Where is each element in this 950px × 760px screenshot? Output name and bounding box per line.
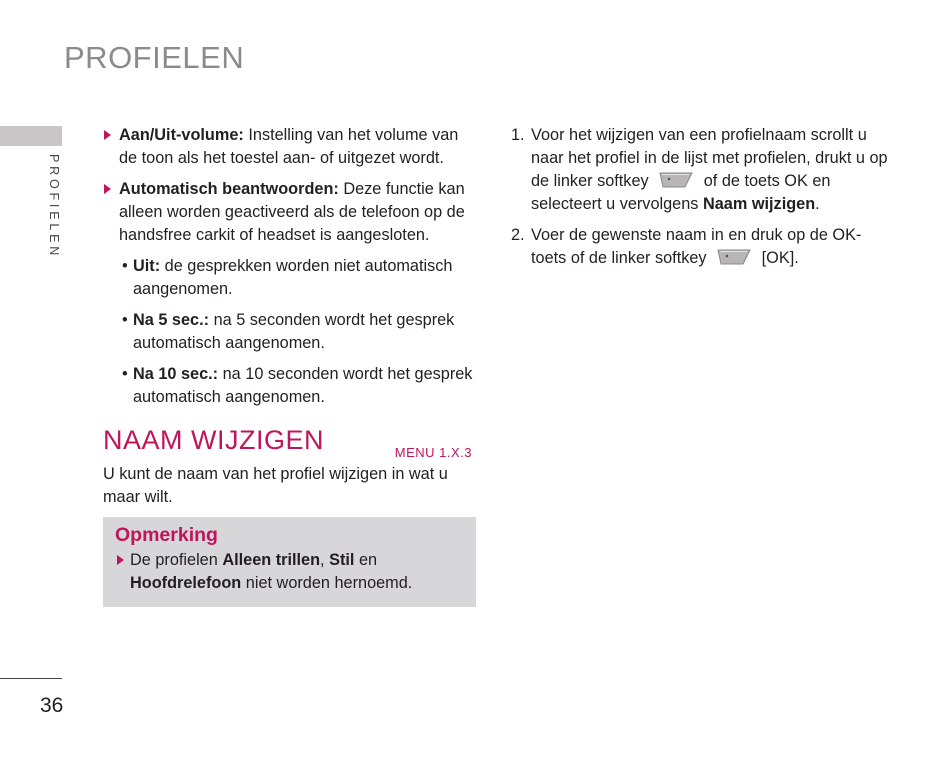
note-separator: , xyxy=(320,551,325,569)
option-text: na 5 seconden wordt het gesprek automatisch aangenomen. xyxy=(133,311,455,352)
side-tab-marker xyxy=(0,126,62,146)
menu-code: MENU 1.X.3 xyxy=(394,445,472,460)
step-number: 2. xyxy=(511,226,525,244)
note-emphasis: Alleen trillen xyxy=(222,551,321,569)
step-emphasis: Naam wijzigen xyxy=(702,195,816,213)
note-text: De profielen xyxy=(130,551,218,569)
triangle-right-icon xyxy=(104,184,111,194)
left-softkey-icon xyxy=(659,172,693,188)
option-item xyxy=(103,255,475,301)
option-item xyxy=(103,363,475,409)
bullet-dot: • xyxy=(122,311,128,329)
step-text: of de toets OK en selecteert u vervolgens xyxy=(531,172,831,213)
section-title: NAAM WIJZIGEN xyxy=(103,425,324,455)
bullet-label: Automatisch beantwoorden: xyxy=(119,180,339,198)
option-label: Na 5 sec.: xyxy=(133,311,210,329)
step-item xyxy=(511,224,889,270)
step-number: 1. xyxy=(511,126,525,144)
option-item xyxy=(103,309,475,355)
note-body xyxy=(115,549,464,595)
bullet-item xyxy=(103,178,475,247)
bullet-text: Deze functie kan alleen worden geactiveerd als de telefoon op de handsfree carkit of headset is aangesloten. xyxy=(119,180,465,244)
option-label: Na 10 sec.: xyxy=(133,365,219,383)
note-box xyxy=(103,517,476,607)
option-label: Uit: xyxy=(133,257,161,275)
left-column xyxy=(103,124,475,607)
note-title: Opmerking xyxy=(115,524,218,546)
option-text: de gesprekken worden niet automatisch aangenomen. xyxy=(133,257,453,298)
side-section-label: PROFIELEN xyxy=(47,154,61,260)
triangle-right-icon xyxy=(104,130,111,140)
bullet-text: Instelling van het volume van de toon als het toestel aan- of uitgezet wordt. xyxy=(119,126,459,167)
note-text: en xyxy=(358,551,378,569)
bullet-label: Aan/Uit-volume: xyxy=(119,126,244,144)
bullet-dot: • xyxy=(122,257,128,275)
section-header xyxy=(103,425,475,463)
right-column xyxy=(511,124,889,278)
step-text: [OK]. xyxy=(761,249,799,267)
left-softkey-icon xyxy=(717,249,751,265)
step-text: Voor het wijzigen van een profielnaam scrollt u naar het profiel in de lijst met profielen, drukt u op de linker softkey xyxy=(531,126,888,190)
note-text: niet worden hernoemd. xyxy=(245,574,413,592)
page-title: PROFIELEN xyxy=(64,40,245,75)
option-text: na 10 seconden wordt het gesprek automatisch aangenomen. xyxy=(133,365,473,406)
note-emphasis: Stil xyxy=(329,551,355,569)
triangle-right-icon xyxy=(117,555,124,565)
section-intro: U kunt de naam van het profiel wijzigen in wat u maar wilt. xyxy=(103,465,448,506)
page-number: 36 xyxy=(40,694,64,717)
footer-divider xyxy=(0,678,62,679)
note-emphasis: Hoofdrelefoon xyxy=(130,574,242,592)
step-end: . xyxy=(815,195,820,213)
bullet-dot: • xyxy=(122,365,128,383)
step-item xyxy=(511,124,889,216)
step-text: Voer de gewenste naam in en druk op de OK-toets of de linker softkey xyxy=(531,226,862,267)
bullet-item xyxy=(103,124,475,170)
